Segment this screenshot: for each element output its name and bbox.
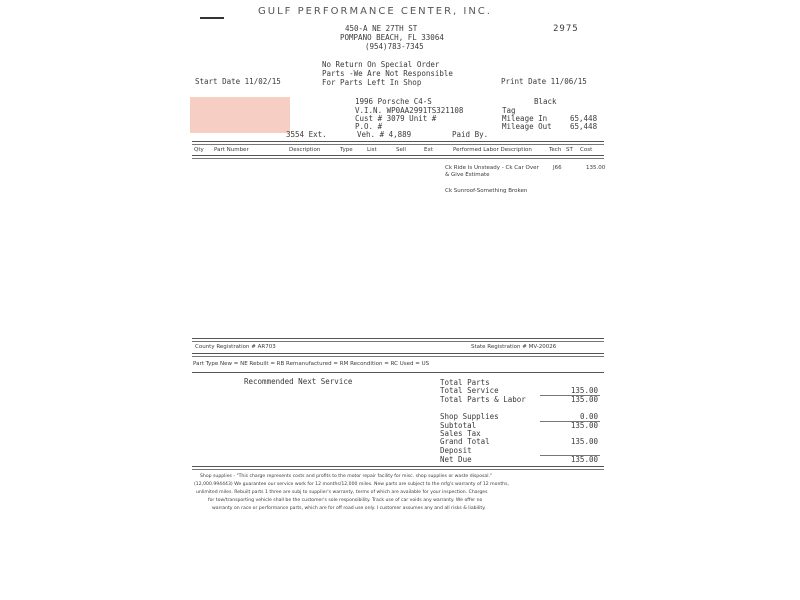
vehicle-number: Veh. # 4,889 (357, 130, 412, 139)
phone-extension: 3554 Ext. (286, 130, 327, 139)
col-ext: Ext (424, 147, 433, 153)
footer-line-3: unlimited miles. Rebuilt parts 1 three are subj to supplier's warranty, terms of which are available for your inspection. Charges (196, 490, 488, 495)
start-date: Start Date 11/02/15 (195, 77, 281, 86)
col-sell: Sell (396, 147, 406, 153)
registration-rule-bottom-2 (192, 356, 604, 357)
col-st: ST (566, 147, 573, 153)
grand-total-label: Grand Total (440, 437, 490, 446)
header-rule-top (192, 141, 604, 142)
company-address-1: 450-A NE 27TH ST (345, 24, 418, 33)
col-labor-description: Performed Labor Description (453, 147, 532, 153)
notice-line-3: For Parts Left In Shop (322, 78, 422, 87)
col-cost: Cost (580, 147, 593, 153)
net-due-value: 135.00 (570, 455, 598, 464)
col-qty: Qty (194, 147, 204, 153)
customer-number: Cust # 3079 Unit # (355, 114, 437, 123)
deposit-label: Deposit (440, 446, 472, 455)
mileage-out-label: Mileage Out (502, 122, 552, 131)
footer-line-1: Shop supplies - "This charge represents costs and profits to the motor repair facility for misc. shop supplies or waste disposal." (200, 474, 493, 479)
col-part-number: Part Number (214, 147, 249, 153)
labor-line-1-cost: 135.00 (586, 165, 606, 171)
col-list: List (367, 147, 377, 153)
company-name: GULF PERFORMANCE CENTER, INC. (258, 6, 492, 17)
key-rule (192, 372, 604, 373)
total-parts-label: Total Parts (440, 378, 490, 387)
sales-tax-label: Sales Tax (440, 429, 481, 438)
vehicle-color: Black (534, 97, 557, 106)
invoice-number: 2975 (553, 24, 579, 34)
shop-supplies-value: 0.00 (579, 412, 598, 421)
vehicle-vin: V.I.N. WP0AA2991TS321108 (355, 106, 464, 115)
corner-mark (200, 17, 224, 19)
vehicle-tag: Tag (502, 106, 516, 115)
header-rule-bottom (192, 155, 604, 156)
labor-line-1-tech: J66 (553, 165, 562, 171)
header-rule-top-2 (192, 144, 604, 145)
recommended-next-service: Recommended Next Service (244, 377, 353, 386)
header-rule-bottom-2 (192, 158, 604, 159)
registration-rule-top-2 (192, 341, 604, 342)
footer-line-2: (12,000.994443) We guarantee our service work for 12 months/12,000 miles. New parts are subject to the mfg's warranty of 12 months, (194, 482, 509, 487)
col-tech: Tech (549, 147, 562, 153)
mileage-out-value: 65,448 (570, 122, 598, 131)
col-type: Type (340, 147, 353, 153)
redacted-customer-info (190, 97, 290, 133)
col-description: Description (289, 147, 321, 153)
subtotal-label: Subtotal (440, 421, 477, 430)
vehicle-year-make: 1996 Porsche C4-S (355, 97, 432, 106)
mileage-in-value: 65,448 (570, 114, 598, 123)
labor-line-1: Ck Ride Is Unsteady - Ck Car Over (445, 165, 539, 171)
purchase-order: P.O. # (355, 122, 383, 131)
labor-line-2: Ck Sunroof-Something Broken (445, 188, 528, 194)
total-parts-labor-value: 135.00 (570, 395, 598, 404)
net-due-label: Net Due (440, 455, 472, 464)
company-address-2: POMPANO BEACH, FL 33064 (340, 33, 444, 42)
mileage-in-label: Mileage In (502, 114, 548, 123)
total-parts-labor-label: Total Parts & Labor (440, 395, 526, 404)
total-service-value: 135.00 (570, 386, 598, 395)
notice-line-1: No Return On Special Order (322, 60, 440, 69)
county-registration: County Registration # AR703 (195, 344, 276, 350)
footer-line-4: for tow/transporting vehicle shall be the customer's sole responsibility. Track use of car voids any warranty. We offer no (208, 498, 483, 503)
subtotal-value: 135.00 (570, 421, 598, 430)
shop-supplies-label: Shop Supplies (440, 412, 499, 421)
state-registration: State Registration # MV-20026 (471, 344, 557, 350)
total-service-label: Total Service (440, 386, 499, 395)
print-date: Print Date 11/06/15 (501, 77, 587, 86)
registration-rule-top (192, 338, 604, 339)
footer-rule (192, 466, 604, 467)
labor-line-1-cont: & Give Estimate (445, 172, 490, 178)
footer-line-5: warranty on race or performance parts, which are for off road use only. I customer assumes any and all risks & liability. (212, 506, 486, 511)
company-phone: (954)783-7345 (365, 42, 424, 51)
part-type-key: Part Type New = NE Rebuilt = RB Remanufactured = RM Recondition = RC Used = US (193, 361, 430, 367)
grand-total-value: 135.00 (570, 437, 598, 446)
paid-by: Paid By. (452, 130, 489, 139)
footer-rule-2 (192, 469, 604, 470)
notice-line-2: Parts -We Are Not Responsible (322, 69, 453, 78)
registration-rule-bottom (192, 353, 604, 354)
